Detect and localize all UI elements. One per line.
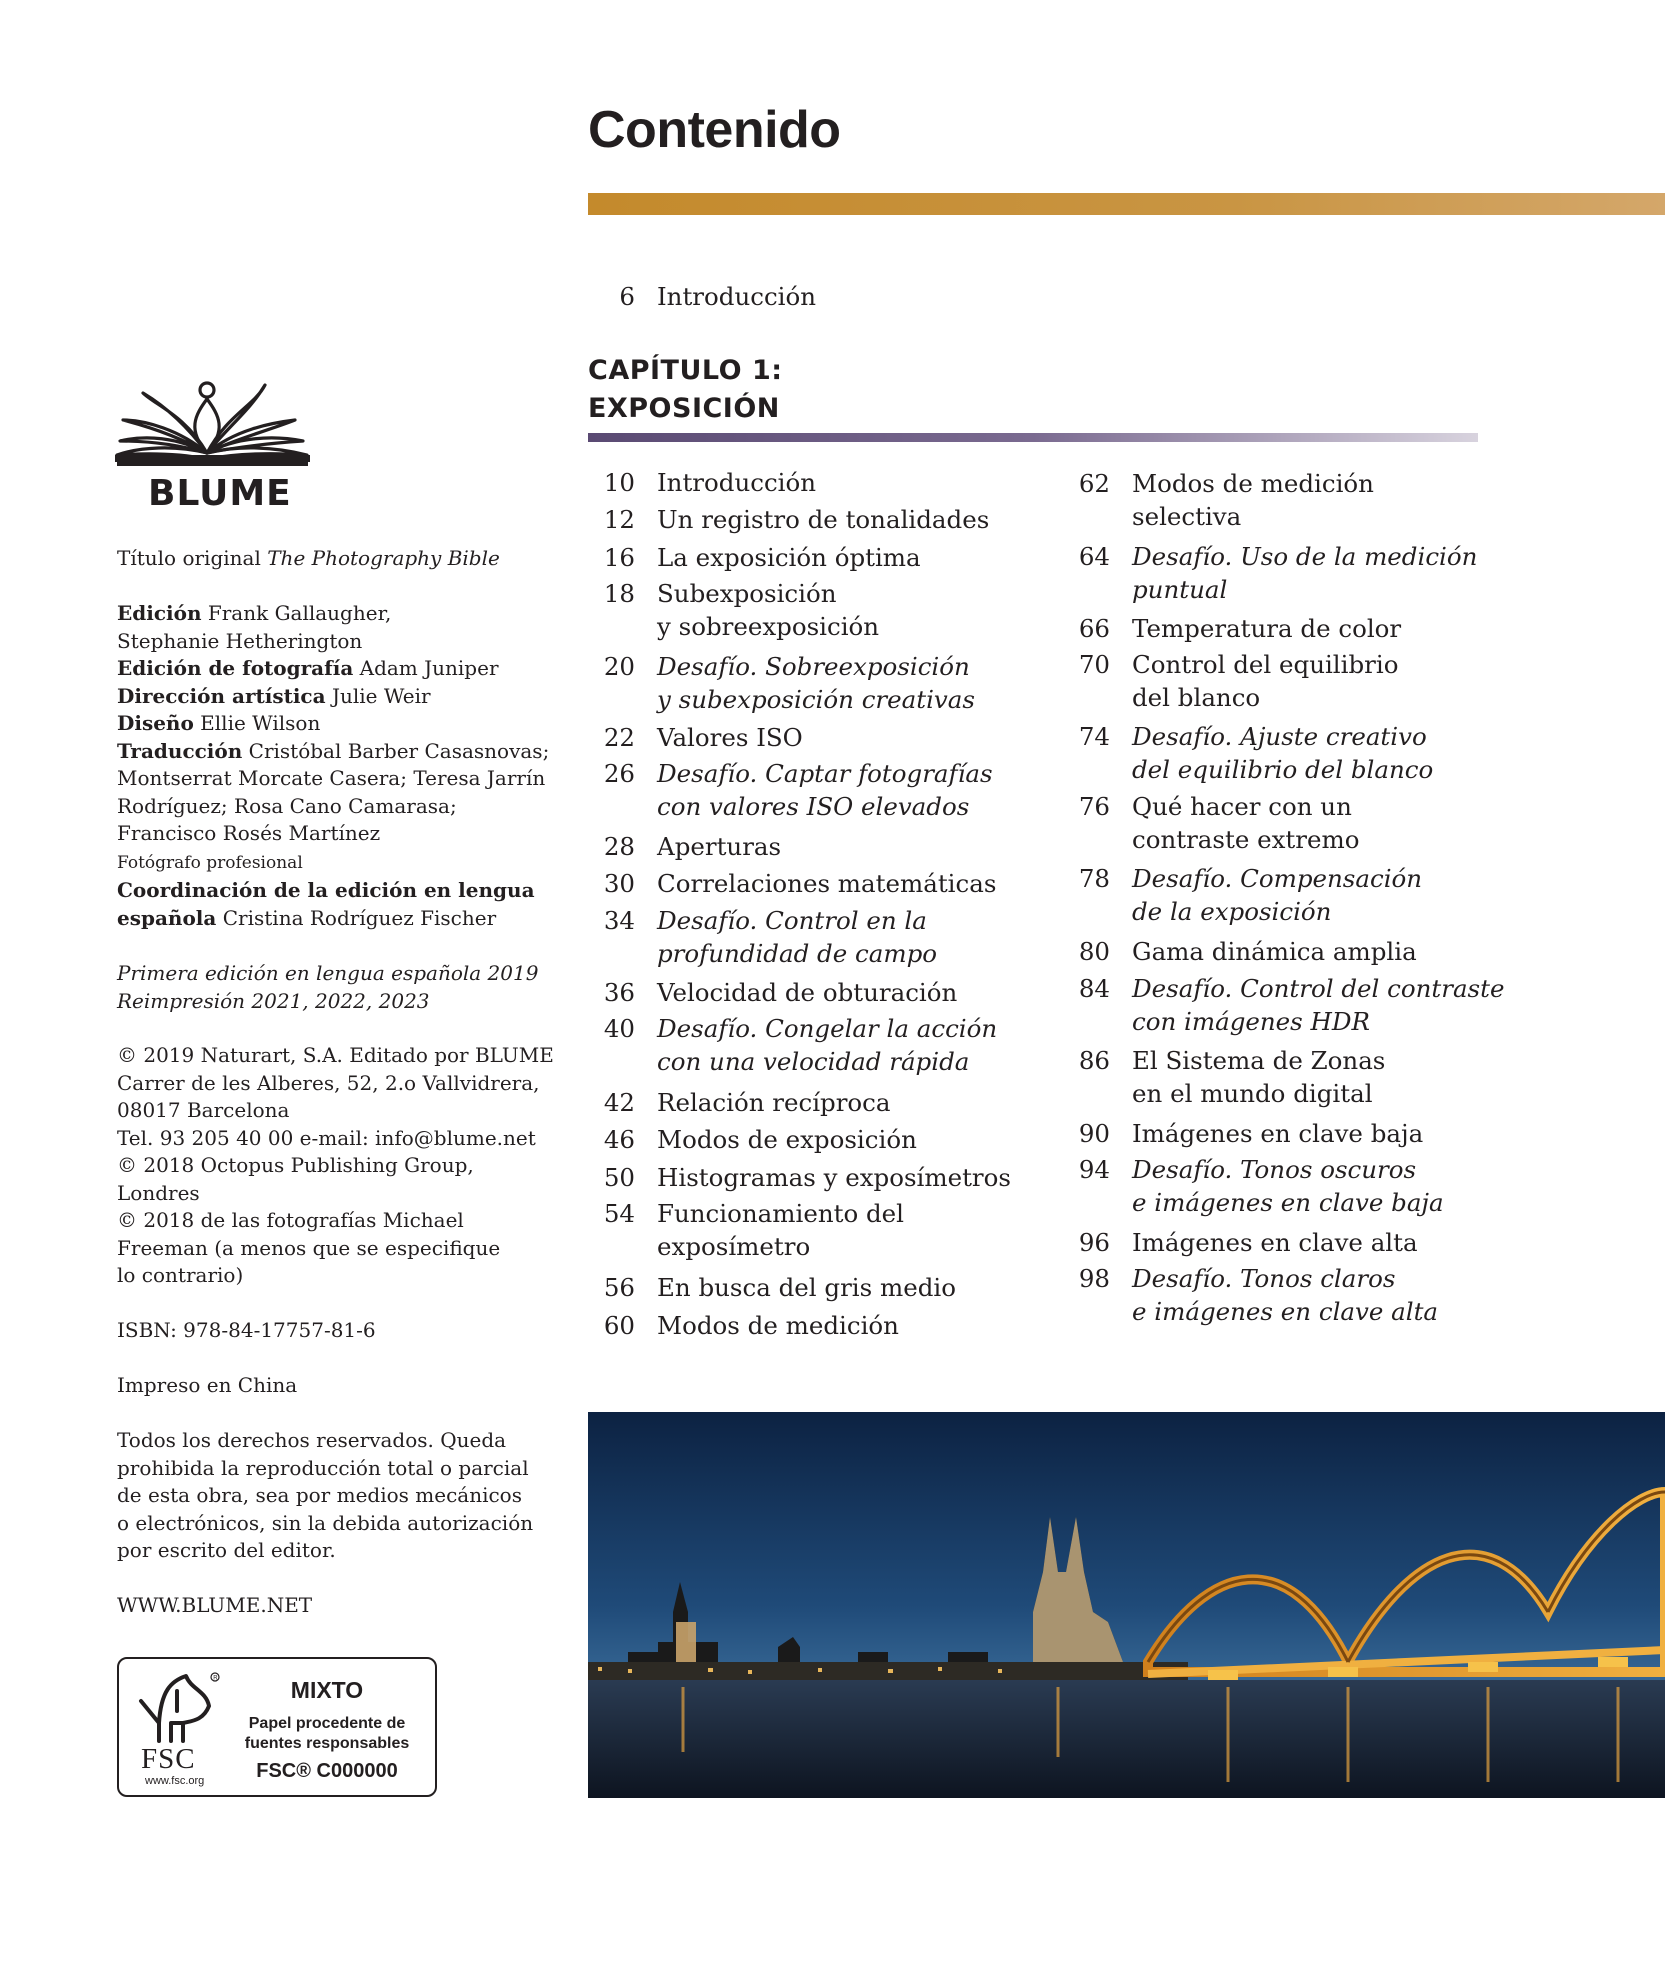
toc-entry-title: Modos de medición [657,1311,899,1340]
toc-entry[interactable] [588,466,816,499]
credit-line [117,683,549,711]
website-link[interactable]: WWW.BLUME.NET [117,1593,313,1617]
toc-entry-title: Histogramas y exposímetros [657,1163,1011,1192]
toc-entry[interactable] [1063,935,1417,968]
toc-page-number: 66 [1078,614,1110,643]
toc-page-number: 56 [603,1273,635,1302]
toc-entry-title: Un registro de tonalidades [657,505,990,534]
credit-role: Coordinación de la edición en lengua española [117,878,535,930]
toc-entry-title: Aperturas [657,832,782,861]
toc-entry-title: Funcionamiento del exposímetro [657,1199,904,1261]
toc-page-number: 30 [603,869,635,898]
toc-page-number: 12 [603,505,635,534]
toc-entry-title: Introducción [657,468,817,497]
toc-entry[interactable] [588,1012,997,1078]
credit-role: Diseño [117,711,194,735]
toc-entry[interactable] [588,650,975,716]
toc-entry-title: Desafío. Control del contraste con imágenes HDR [1132,974,1505,1036]
toc-page-number: 76 [1078,792,1110,821]
credit-value: Cristóbal Barber Casasnovas; Montserrat Morcate Casera; Teresa Jarrín Rodríguez; Rosa Cano Camarasa; Francisco Rosés Martínez [117,738,550,845]
toc-page-number: 40 [603,1014,635,1043]
toc-entry-title: Desafío. Captar fotografías con valores ISO elevados [657,759,993,821]
toc-page-number: 18 [603,579,635,608]
toc-page-number: 98 [1078,1264,1110,1293]
toc-page-number: 62 [1078,469,1110,498]
credit-role: Edición de fotografía [117,656,354,680]
toc-entry[interactable] [588,503,989,536]
toc-page-number: 74 [1078,722,1110,751]
toc-entry[interactable] [1063,1226,1418,1259]
credit-value: Cristina Rodríguez Fischer [222,905,497,930]
credit-line [117,848,549,878]
toc-page-number: 16 [603,543,635,572]
toc-page-number: 96 [1078,1228,1110,1257]
toc-page-number: 22 [603,723,635,752]
toc-entry-title: Temperatura de color [1132,614,1402,643]
fsc-tree-icon [131,1671,221,1743]
page-title: Contenido [588,101,841,159]
toc-entry-title: Desafío. Control en la profundidad de campo [657,906,938,968]
toc-page-number: 70 [1078,650,1110,679]
toc-entry[interactable] [1063,1044,1385,1110]
cologne-night-photo [588,1412,1665,1798]
toc-entry[interactable] [588,976,957,1009]
fsc-description [219,1714,435,1754]
toc-entry[interactable] [588,1271,956,1304]
fsc-description-line: fuentes responsables [244,1735,410,1752]
fsc-certification-badge [117,1657,437,1797]
toc-entry[interactable] [588,541,921,574]
toc-entry-title: Desafío. Congelar la acción con una velocidad rápida [657,1014,998,1076]
toc-entry-title: Modos de exposición [657,1125,917,1154]
toc-entry[interactable] [588,757,993,823]
fsc-description-line: Papel procedente de [248,1715,406,1732]
toc-page-number: 20 [603,652,635,681]
toc-page-number: 26 [603,759,635,788]
toc-entry[interactable] [1063,467,1374,533]
svg-text:R: R [213,1675,218,1682]
credit-value: Frank Gallaugher, Stephanie Hetherington [117,601,392,653]
toc-page-number: 78 [1078,864,1110,893]
toc-entry-title: Gama dinámica amplia [1132,937,1417,966]
toc-page-number: 86 [1078,1046,1110,1075]
toc-page-number: 64 [1078,542,1110,571]
chapter-heading: CAPÍTULO 1: EXPOSICIÓN [588,355,783,424]
toc-entry-title: Desafío. Compensación de la exposición [1132,864,1423,926]
toc-entry[interactable] [1063,720,1433,786]
toc-page-number: 28 [603,832,635,861]
fsc-label: MIXTO [290,1677,364,1703]
fsc-mark: FSC [141,1743,196,1775]
toc-page-number: 46 [603,1125,635,1154]
toc-page-number: 6 [619,282,635,311]
toc-intro-entry[interactable] [588,280,816,313]
fsc-url: www.fsc.org [145,1775,205,1787]
publisher-logo-text: BLUME [148,473,292,514]
toc-entry[interactable] [1063,540,1477,606]
toc-entry-title: Desafío. Ajuste creativo del equilibrio del blanco [1132,722,1434,784]
toc-page-number: 90 [1078,1119,1110,1148]
toc-entry[interactable] [588,830,781,863]
chapter-rule [588,433,1478,442]
toc-entry-title: Imágenes en clave alta [1132,1228,1418,1257]
toc-entry-title: Desafío. Tonos claros e imágenes en clave alta [1132,1264,1439,1326]
toc-entry[interactable] [588,721,803,754]
toc-entry-title: Relación recíproca [657,1088,891,1117]
rights-notice: Todos los derechos reservados. Queda prohibida la reproducción total o parcial de esta obra, sea por medios mecánicos o electrónicos, sin la debida autorización por escrito del editor. [117,1428,534,1562]
toc-entry[interactable] [588,1197,904,1263]
toc-entry[interactable] [1063,1153,1444,1219]
toc-page-number: 84 [1078,974,1110,1003]
toc-entry-title: Valores ISO [657,723,803,752]
toc-page-number: 54 [603,1199,635,1228]
toc-page-number: 36 [603,978,635,1007]
isbn: ISBN: 978-84-17757-81-6 [117,1318,376,1342]
toc-entry-title: Correlaciones matemáticas [657,869,997,898]
credit-line [117,710,549,738]
toc-page-number: 10 [603,468,635,497]
edition-info: Primera edición en lengua española 2019 Reimpresión 2021, 2022, 2023 [117,961,539,1013]
toc-entry[interactable] [1063,648,1398,714]
toc-page-number: 60 [603,1311,635,1340]
credit-value: Fotógrafo profesional [117,852,303,873]
toc-entry-title: La exposición óptima [657,543,921,572]
toc-entry[interactable] [1063,862,1422,928]
credit-line [117,877,549,932]
toc-entry[interactable] [588,1161,1011,1194]
original-title: The Photography Bible [267,546,500,570]
credit-value: Julie Weir [331,683,431,708]
toc-entry-title: Desafío. Sobreexposición y subexposición creativas [657,652,975,714]
credit-value: Adam Juniper [359,656,499,680]
toc-page-number: 42 [603,1088,635,1117]
credit-line [117,600,549,655]
toc-page-number: 50 [603,1163,635,1192]
copyright-block: © 2019 Naturart, S.A. Editado por BLUME Carrer de les Alberes, 52, 2.o Vallvidrera, 08017 Barcelona Tel. 93 205 40 00 e-mail: info@blume.net © 2018 Octopus Publishing Group, Londres © 2018 de las fotografías Michael Freeman (a menos que se especifique lo contrario) [117,1043,554,1287]
original-title-line [117,545,500,573]
toc-entry[interactable] [588,577,879,643]
credit-role: Edición [117,601,202,625]
toc-entry-title: Modos de medición selectiva [1132,469,1374,531]
credit-line [117,738,549,848]
toc-entry[interactable] [1063,972,1504,1038]
toc-entry[interactable] [1063,1117,1423,1150]
printed-in: Impreso en China [117,1373,298,1397]
toc-entry-title: Imágenes en clave baja [1132,1119,1424,1148]
toc-entry[interactable] [1063,612,1401,645]
toc-page-number: 80 [1078,937,1110,966]
title-rule [588,193,1665,215]
toc-entry[interactable] [1063,790,1359,856]
toc-page-number: 94 [1078,1155,1110,1184]
fsc-license-code: FSC® C000000 [256,1760,398,1782]
toc-entry[interactable] [588,1123,917,1156]
toc-entry-title: Desafío. Tonos oscuros e imágenes en clave baja [1132,1155,1444,1217]
credit-role: Dirección artística [117,683,326,708]
toc-entry[interactable] [1063,1262,1438,1328]
toc-entry-title: Introducción [657,282,817,311]
toc-entry[interactable] [588,867,996,900]
credit-role: Traducción [117,738,243,763]
toc-entry-title: El Sistema de Zonas en el mundo digital [1132,1046,1386,1108]
toc-entry-title: Subexposición y sobreexposición [657,579,880,641]
toc-entry[interactable] [588,1086,891,1119]
credit-line [117,655,549,683]
toc-entry-title: Velocidad de obturación [657,978,958,1007]
credits-block [117,600,549,932]
toc-page-number: 34 [603,906,635,935]
toc-entry-title: Control del equilibrio del blanco [1132,650,1399,712]
toc-entry-title: Desafío. Uso de la medición puntual [1132,542,1478,604]
toc-entry[interactable] [588,904,937,970]
credit-value: Ellie Wilson [200,711,321,735]
original-title-label: Título original [117,546,261,570]
toc-entry-title: Qué hacer con un contraste extremo [1132,792,1360,854]
toc-entry-title: En busca del gris medio [657,1273,957,1302]
toc-entry[interactable] [588,1309,899,1342]
